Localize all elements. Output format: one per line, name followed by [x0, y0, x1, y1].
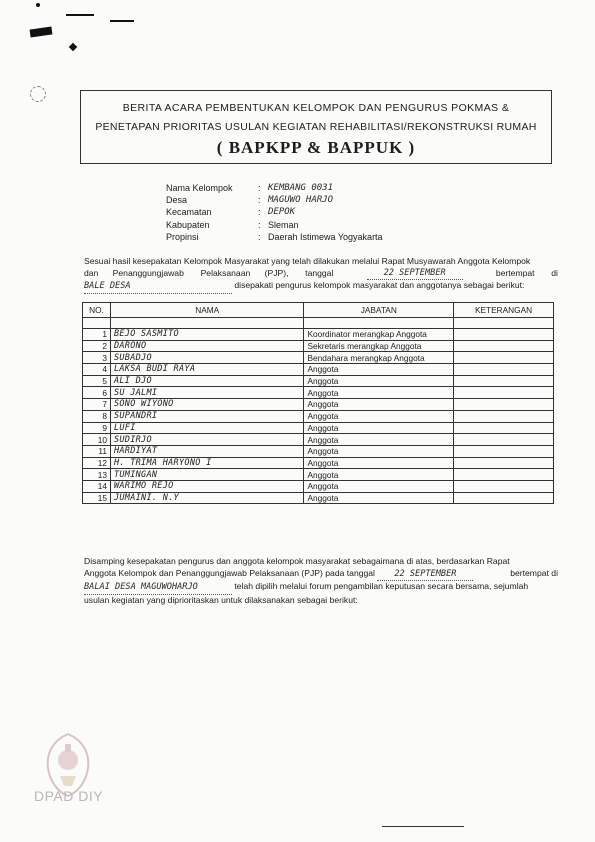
- info-separator: :: [258, 195, 261, 206]
- intro-text: dan Penanggungjawab Pelaksanaan (PJP), tanggal: [84, 267, 334, 278]
- row-jabatan: Sekretaris merangkap Anggota: [304, 340, 454, 352]
- row-nama: ALI DJO: [110, 375, 303, 387]
- closing-paragraph: [84, 556, 558, 606]
- row-nama: H. TRIMA HARYONO I: [110, 457, 303, 469]
- footer-line: [382, 826, 464, 827]
- closing-line-1: Disamping kesepakatan pengurus dan anggota kelompok masyarakat sebagaimana di atas, berdasarkan Rapat: [84, 556, 510, 566]
- row-keterangan: [454, 457, 554, 469]
- closing-line-4: usulan kegiatan yang diprioritaskan untuk dilaksanakan sebagai berikut:: [84, 594, 358, 605]
- row-jabatan: Anggota: [304, 375, 454, 387]
- closing-date: 22 SEPTEMBER: [377, 569, 473, 582]
- row-keterangan: [454, 480, 554, 492]
- header-jabatan: JABATAN: [304, 303, 454, 318]
- header-nama: NAMA: [110, 303, 303, 318]
- table-row: [83, 410, 554, 422]
- title-box: [80, 90, 552, 164]
- info-value: DEPOK: [268, 207, 296, 218]
- table-row: [83, 480, 554, 492]
- table-row: [83, 375, 554, 387]
- intro-line-1: Sesuai hasil kesepakatan Kelompok Masyarakat yang telah dilakukan melalui Rapat Musyawarah Anggota Kelompok: [84, 256, 531, 266]
- row-no: 10: [83, 434, 111, 446]
- info-separator: :: [258, 207, 261, 218]
- table-row: [83, 457, 554, 469]
- intro-date: 22 SEPTEMBER: [367, 268, 463, 281]
- info-value: Sleman: [268, 219, 299, 230]
- row-keterangan: [454, 445, 554, 457]
- scan-mark: [66, 14, 94, 16]
- row-keterangan: [454, 387, 554, 399]
- table-row: [83, 434, 554, 446]
- row-nama: SONO WIYONO: [110, 399, 303, 411]
- members-table: [82, 302, 554, 504]
- table-row: [83, 340, 554, 352]
- table-row: [83, 422, 554, 434]
- scan-mark: [30, 27, 53, 38]
- table-row: [83, 399, 554, 411]
- row-nama: HARDIYAT: [110, 445, 303, 457]
- row-no: 4: [83, 364, 111, 376]
- info-label: Propinsi: [166, 231, 199, 242]
- row-keterangan: [454, 352, 554, 364]
- header-keterangan: KETERANGAN: [454, 303, 554, 318]
- row-no: 1: [83, 329, 111, 341]
- row-jabatan: Koordinator merangkap Anggota: [304, 329, 454, 341]
- row-jabatan: Anggota: [304, 399, 454, 411]
- row-no: 8: [83, 410, 111, 422]
- table-row: [83, 387, 554, 399]
- row-jabatan: Anggota: [304, 422, 454, 434]
- row-jabatan: Bendahara merangkap Anggota: [304, 352, 454, 364]
- row-nama: LAKSA BUDI RAYA: [110, 364, 303, 376]
- info-value: MAGUWO HARJO: [268, 195, 334, 206]
- closing-text: Anggota Kelompok dan Penanggungjawab Pelaksanaan (PJP) pada tanggal: [84, 567, 375, 578]
- row-jabatan: Anggota: [304, 469, 454, 481]
- row-keterangan: [454, 469, 554, 481]
- row-no: 3: [83, 352, 111, 364]
- row-no: 12: [83, 457, 111, 469]
- info-value: Daerah Istimewa Yogyakarta: [268, 231, 383, 242]
- intro-place: BALE DESA: [84, 281, 232, 294]
- title-line-1: BERITA ACARA PEMBENTUKAN KELOMPOK DAN PENGURUS POKMAS &: [122, 102, 510, 114]
- row-jabatan: Anggota: [304, 387, 454, 399]
- row-nama: SUBADJO: [110, 352, 303, 364]
- row-no: 13: [83, 469, 111, 481]
- row-jabatan: Anggota: [304, 410, 454, 422]
- row-nama: SUPANDRI: [110, 410, 303, 422]
- row-nama: DARONO: [110, 340, 303, 352]
- row-keterangan: [454, 340, 554, 352]
- closing-text: bertempat di: [510, 567, 558, 578]
- scan-mark: [36, 3, 40, 7]
- info-separator: :: [258, 183, 261, 193]
- info-row: [166, 206, 383, 218]
- row-jabatan: Anggota: [304, 434, 454, 446]
- intro-line-2: [84, 268, 558, 281]
- row-no: 9: [83, 422, 111, 434]
- intro-line-3: [84, 280, 558, 294]
- intro-paragraph: [84, 256, 558, 294]
- row-no: 11: [83, 445, 111, 457]
- row-nama: WARIMO REJO: [110, 480, 303, 492]
- group-info: [166, 182, 383, 243]
- info-row: [166, 219, 383, 231]
- table-row: [83, 445, 554, 457]
- header-no: NO.: [83, 303, 111, 318]
- spacer-cell: [304, 318, 454, 329]
- intro-text: disepakati pengurus kelompok masyarakat dan anggotanya sebagai berikut:: [234, 280, 525, 291]
- title-line-3: ( BAPKPP & BAPPUK ): [216, 138, 416, 157]
- table-row: [83, 352, 554, 364]
- row-keterangan: [454, 434, 554, 446]
- table-row: [83, 329, 554, 341]
- row-keterangan: [454, 375, 554, 387]
- closing-line-2: [84, 568, 558, 582]
- row-jabatan: Anggota: [304, 492, 454, 504]
- info-label: Nama Kelompok: [166, 183, 233, 193]
- info-label: Kecamatan: [166, 207, 212, 218]
- row-jabatan: Anggota: [304, 445, 454, 457]
- row-keterangan: [454, 492, 554, 504]
- title-line-2: PENETAPAN PRIORITAS USULAN KEGIATAN REHABILITASI/REKONSTRUKSI RUMAH: [95, 121, 537, 133]
- spacer-cell: [110, 318, 303, 329]
- watermark-text: DPAD DIY: [34, 788, 104, 804]
- table-header-row: [83, 303, 554, 318]
- row-no: 7: [83, 399, 111, 411]
- row-no: 5: [83, 375, 111, 387]
- closing-place: BALAI DESA MAGUWOHARJO: [84, 582, 232, 595]
- row-keterangan: [454, 422, 554, 434]
- table-row: [83, 492, 554, 504]
- info-row: [166, 231, 383, 243]
- info-row: [166, 194, 383, 206]
- row-nama: BEJO SASMITO: [110, 329, 303, 341]
- info-row: [166, 182, 383, 194]
- info-separator: :: [258, 231, 261, 242]
- row-no: 2: [83, 340, 111, 352]
- spacer-cell: [83, 318, 111, 329]
- table-row: [83, 364, 554, 376]
- info-label: Kabupaten: [166, 219, 210, 230]
- row-nama: TUMINGAN: [110, 469, 303, 481]
- punch-hole: [30, 86, 46, 102]
- table-spacer-row: [83, 318, 554, 329]
- intro-text: bertempat di: [495, 267, 558, 278]
- row-nama: JUMAINI. N.Y: [110, 492, 303, 504]
- closing-line-3: [84, 581, 558, 595]
- row-no: 14: [83, 480, 111, 492]
- closing-text: telah dipilih melalui forum pengambilan keputusan secara bersama, sejumlah: [234, 581, 529, 592]
- spacer-cell: [454, 318, 554, 329]
- row-nama: SUDIRJO: [110, 434, 303, 446]
- info-value: KEMBANG 0031: [268, 183, 334, 193]
- row-nama: LUFI: [110, 422, 303, 434]
- row-no: 6: [83, 387, 111, 399]
- row-no: 15: [83, 492, 111, 504]
- table-row: [83, 469, 554, 481]
- row-jabatan: Anggota: [304, 480, 454, 492]
- row-nama: SU JALMI: [110, 387, 303, 399]
- row-keterangan: [454, 329, 554, 341]
- scan-mark: [110, 20, 134, 22]
- row-keterangan: [454, 364, 554, 376]
- info-separator: :: [258, 219, 261, 230]
- row-jabatan: Anggota: [304, 364, 454, 376]
- row-keterangan: [454, 399, 554, 411]
- row-keterangan: [454, 410, 554, 422]
- info-label: Desa: [166, 195, 188, 206]
- row-jabatan: Anggota: [304, 457, 454, 469]
- scan-mark: [69, 43, 77, 51]
